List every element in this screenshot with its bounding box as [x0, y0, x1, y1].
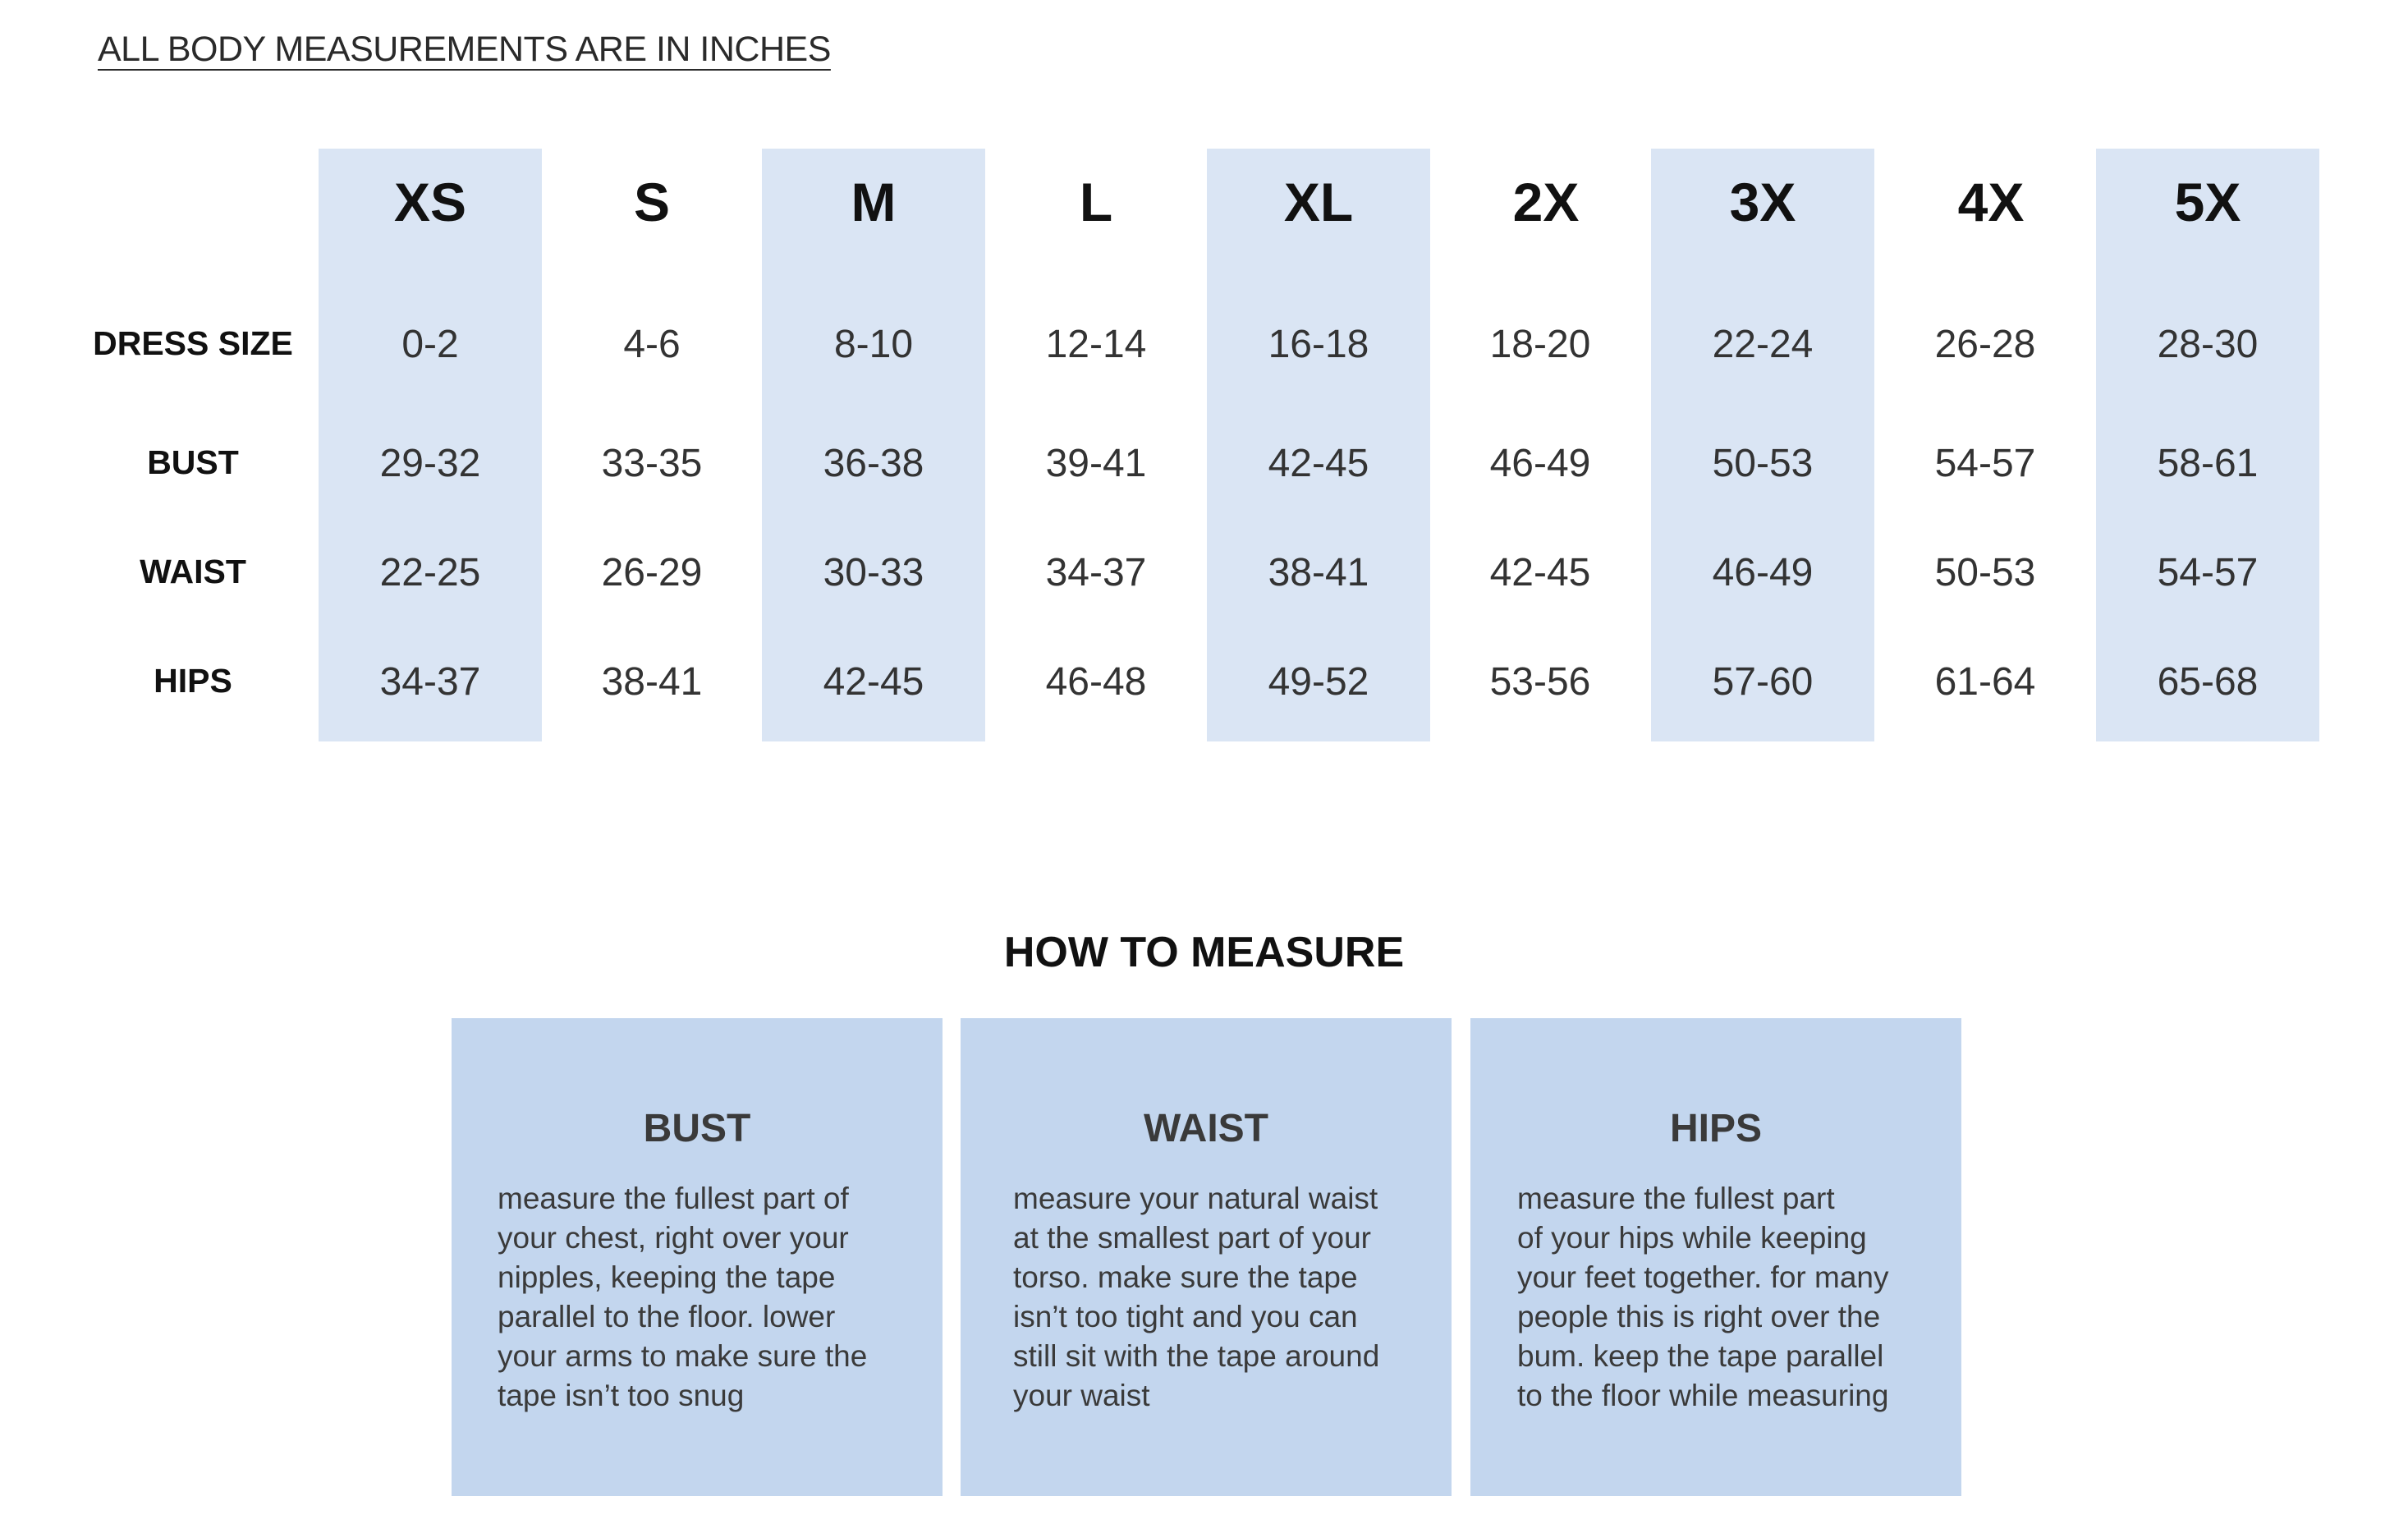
card-title: HIPS [1669, 1107, 1763, 1150]
card-title: BUST [643, 1107, 751, 1150]
card-title: WAIST [1144, 1107, 1268, 1150]
row-label-hips: HIPS [154, 662, 232, 700]
row-label-bust: BUST [147, 443, 239, 481]
bust-cell: 33-35 [601, 442, 703, 485]
size-column-s [540, 149, 764, 741]
size-header: 4X [1957, 172, 2025, 232]
hips-cell: 46-48 [1045, 660, 1147, 704]
instruction-line: measure the fullest part of [498, 1182, 849, 1215]
bust-cell: 42-45 [1268, 442, 1369, 485]
measure-card-bust [452, 1018, 943, 1496]
instruction-line: your feet together. for many [1517, 1260, 1889, 1294]
size-header: 5X [2174, 172, 2241, 232]
waist-cell: 30-33 [823, 551, 924, 594]
hips-cell: 49-52 [1268, 660, 1369, 704]
hips-cell: 34-37 [379, 660, 481, 704]
dress-size-cell: 22-24 [1712, 323, 1814, 366]
size-column-2x [1429, 149, 1652, 741]
size-column-4x [1874, 149, 2097, 741]
instruction-line: measure the fullest part [1517, 1182, 1835, 1215]
bust-cell: 50-53 [1712, 442, 1814, 485]
instruction-line: still sit with the tape around [1013, 1339, 1380, 1373]
size-header: L [1079, 172, 1113, 232]
instruction-line: your chest, right over your [498, 1221, 849, 1255]
dress-size-cell: 28-30 [2157, 323, 2259, 366]
size-header: M [851, 172, 897, 232]
hips-cell: 38-41 [601, 660, 703, 704]
dress-size-cell: 26-28 [1934, 323, 2036, 366]
waist-cell: 34-37 [1045, 551, 1147, 594]
dress-size-cell: 0-2 [401, 323, 459, 366]
size-column-3x [1651, 149, 1874, 741]
bust-cell: 58-61 [2157, 442, 2259, 485]
hips-cell: 61-64 [1934, 660, 2036, 704]
instruction-line: at the smallest part of your [1013, 1221, 1371, 1255]
hips-cell: 57-60 [1712, 660, 1814, 704]
hips-cell: 65-68 [2157, 660, 2259, 704]
waist-cell: 46-49 [1712, 551, 1814, 594]
row-label-waist: WAIST [140, 553, 246, 590]
size-header: XS [393, 172, 467, 232]
bust-cell: 46-49 [1489, 442, 1591, 485]
instruction-line: parallel to the floor. lower [498, 1300, 836, 1333]
instruction-line: your waist [1013, 1379, 1150, 1412]
instruction-line: measure your natural waist [1013, 1182, 1378, 1215]
waist-cell: 50-53 [1934, 551, 2036, 594]
dress-size-cell: 16-18 [1268, 323, 1369, 366]
how-to-measure-title: HOW TO MEASURE [1003, 929, 1405, 976]
dress-size-cell: 8-10 [833, 323, 914, 366]
waist-cell: 26-29 [601, 551, 703, 594]
measure-card-waist [961, 1018, 1452, 1496]
size-header: XL [1283, 172, 1354, 232]
card-instructions [1013, 1179, 1427, 1416]
bust-cell: 39-41 [1045, 442, 1147, 485]
size-header: 3X [1729, 172, 1796, 232]
instruction-line: to the floor while measuring [1517, 1379, 1889, 1412]
bust-cell: 54-57 [1934, 442, 2036, 485]
waist-cell: 42-45 [1489, 551, 1591, 594]
hips-cell: 42-45 [823, 660, 924, 704]
instruction-line: bum. keep the tape parallel [1517, 1339, 1884, 1373]
size-column-xl [1207, 149, 1430, 741]
dress-size-cell: 4-6 [623, 323, 681, 366]
waist-cell: 38-41 [1268, 551, 1369, 594]
dress-size-cell: 12-14 [1045, 323, 1147, 366]
waist-cell: 22-25 [379, 551, 481, 594]
size-header: 2X [1512, 172, 1580, 232]
bust-cell: 29-32 [379, 442, 481, 485]
instruction-line: torso. make sure the tape [1013, 1260, 1358, 1294]
size-column-m [762, 149, 985, 741]
dress-size-cell: 18-20 [1489, 323, 1591, 366]
instruction-line: isn’t too tight and you can [1013, 1300, 1358, 1333]
instruction-line: of your hips while keeping [1517, 1221, 1867, 1255]
measure-card-hips [1470, 1018, 1961, 1496]
size-column-xs [319, 149, 542, 741]
card-instructions [498, 1179, 918, 1416]
row-label-dress-size: DRESS SIZE [93, 324, 293, 362]
size-column-l [984, 149, 1208, 741]
bust-cell: 36-38 [823, 442, 924, 485]
instruction-line: nipples, keeping the tape [498, 1260, 836, 1294]
card-instructions [1517, 1179, 1937, 1416]
instruction-line: tape isn’t too snug [498, 1379, 745, 1412]
size-chart-table [0, 149, 2408, 741]
size-column-5x [2096, 149, 2319, 741]
measurement-notice: ALL BODY MEASUREMENTS ARE IN INCHES [98, 30, 831, 69]
instruction-line: your arms to make sure the [498, 1339, 868, 1373]
hips-cell: 53-56 [1489, 660, 1591, 704]
size-header: S [633, 172, 671, 232]
instruction-line: people this is right over the [1517, 1300, 1881, 1333]
waist-cell: 54-57 [2157, 551, 2259, 594]
